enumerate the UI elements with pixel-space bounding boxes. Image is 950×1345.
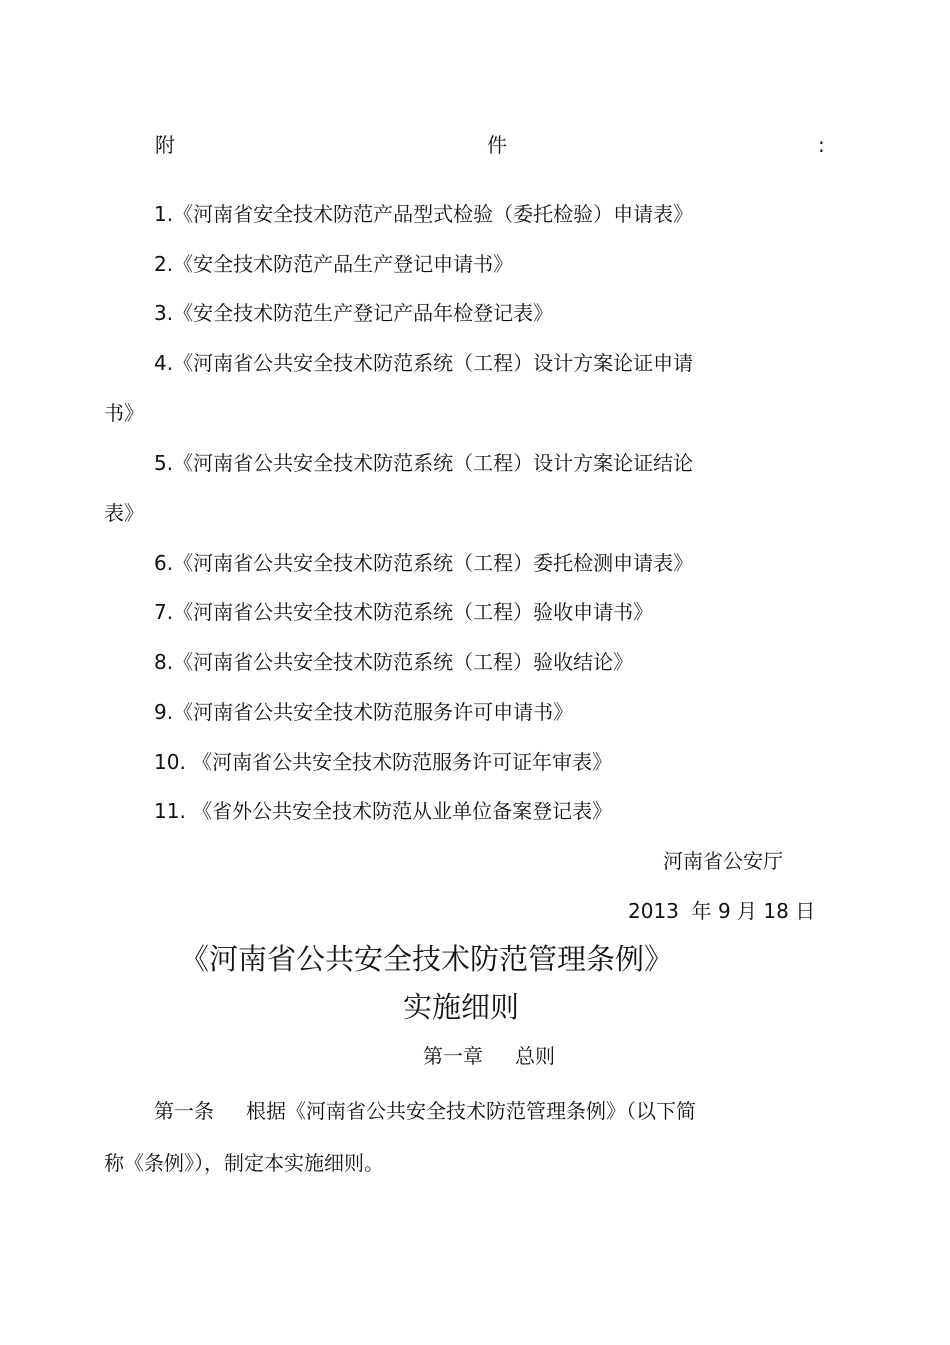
chapter-name: 总则: [515, 1044, 555, 1068]
attachment-item-1: 1.《河南省安全技术防范产品型式检验（委托检验）申请表》: [154, 202, 694, 226]
attachment-item-2: 2.《安全技术防范产品生产登记申请书》: [154, 252, 514, 276]
attachment-item-4: 4.《河南省公共安全技术防范系统（工程）设计方案论证申请: [154, 351, 694, 375]
attachment-item-8: 8.《河南省公共安全技术防范系统（工程）验收结论》: [154, 650, 634, 674]
attachment-item-4-continuation: 书》: [104, 401, 144, 425]
attachment-item-9: 9.《河南省公共安全技术防范服务许可申请书》: [154, 700, 574, 724]
chapter-number: 第一章: [423, 1044, 483, 1068]
attachment-heading-colon: :: [818, 133, 825, 157]
attachment-item-7: 7.《河南省公共安全技术防范系统（工程）验收申请书》: [154, 600, 654, 624]
article-label: 第一条: [154, 1099, 214, 1123]
attachment-heading-char-2: 件: [487, 133, 507, 157]
regulation-subtitle: 实施细则: [403, 990, 520, 1024]
attachment-item-3: 3.《安全技术防范生产登记产品年检登记表》: [154, 301, 554, 325]
attachment-item-5-continuation: 表》: [104, 501, 144, 525]
article-1-line-1: [154, 1097, 696, 1125]
issuer-name: 河南省公安厅: [663, 849, 783, 873]
attachment-item-5: 5.《河南省公共安全技术防范系统（工程）设计方案论证结论: [154, 451, 694, 475]
attachment-heading-char-1: 附: [155, 133, 175, 157]
attachment-item-11: 11. 《省外公共安全技术防范从业单位备案登记表》: [154, 799, 613, 823]
regulation-title: 《河南省公共安全技术防范管理条例》: [180, 942, 674, 976]
attachment-item-6: 6.《河南省公共安全技术防范系统（工程）委托检测申请表》: [154, 551, 694, 575]
chapter-heading: [423, 1042, 555, 1070]
article-text-1: 根据《河南省公共安全技术防范管理条例》（以下简: [246, 1099, 696, 1123]
issue-date: 2013 年 9 月 18 日: [628, 899, 816, 923]
article-1-line-2: 称《条例》），制定本实施细则。: [104, 1151, 384, 1175]
attachment-item-10: 10. 《河南省公共安全技术防范服务许可证年审表》: [154, 750, 613, 774]
